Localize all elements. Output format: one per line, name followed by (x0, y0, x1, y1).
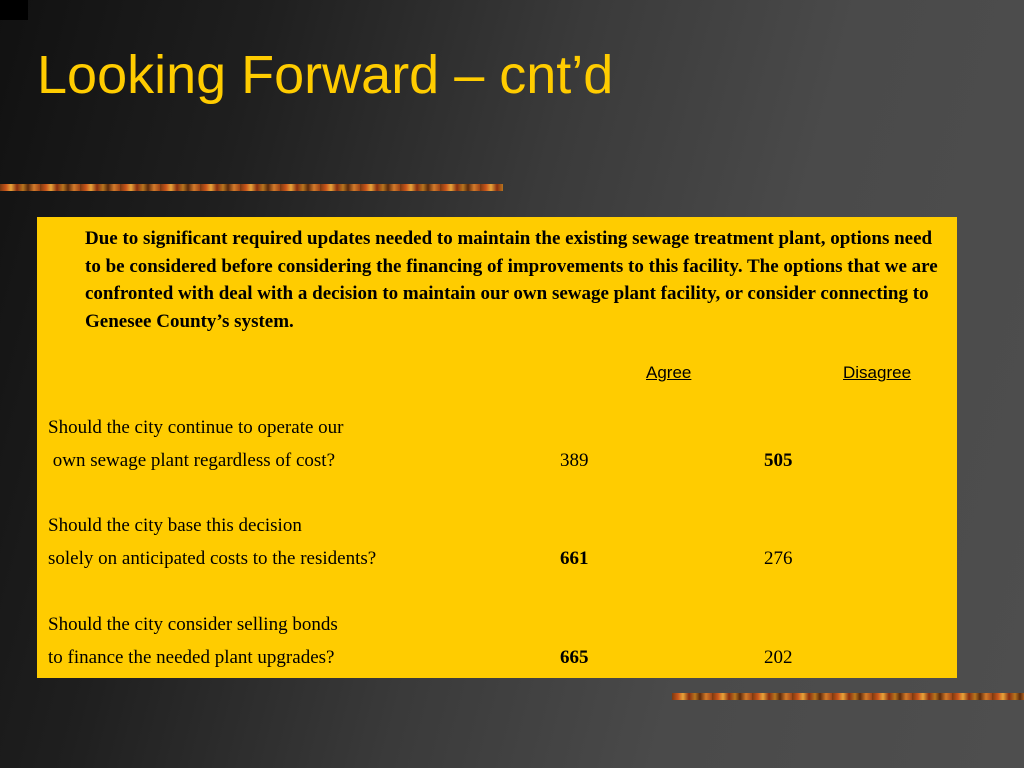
question-2-agree-count: 661 (560, 548, 589, 569)
question-1-disagree-count: 505 (764, 450, 793, 471)
question-3-agree-count: 665 (560, 647, 589, 668)
agree-header: Agree (646, 363, 692, 382)
content-box (37, 217, 957, 678)
corner-mark (0, 0, 28, 20)
question-3-disagree-count: 202 (764, 647, 793, 668)
question-2-disagree-count: 276 (764, 548, 793, 569)
disagree-header: Disagree (843, 363, 912, 382)
slide-title: Looking Forward – cnt’d (37, 45, 614, 105)
question-1-line-2: own sewage plant regardless of cost? (48, 450, 336, 471)
question-3-line-1: Should the city consider selling bonds (48, 614, 338, 635)
question-2-line-2: solely on anticipated costs to the residents? (48, 548, 377, 569)
question-1-line-1: Should the city continue to operate our (48, 417, 344, 438)
decorative-strip-bottom (672, 693, 1024, 700)
question-2-line-1: Should the city base this decision (48, 515, 302, 536)
question-1-agree-count: 389 (560, 450, 589, 471)
decorative-strip-top (0, 184, 503, 191)
intro-paragraph: Due to significant required updates needed to maintain the existing sewage treatment plant, options need to be considered before considering the financing of improvements to this facility. The options that we are confronted with deal with a decision to maintain our own sewage plant facility, or consider connecting to Genesee County’s system. (85, 228, 938, 332)
question-3-line-2: to finance the needed plant upgrades? (48, 647, 335, 668)
